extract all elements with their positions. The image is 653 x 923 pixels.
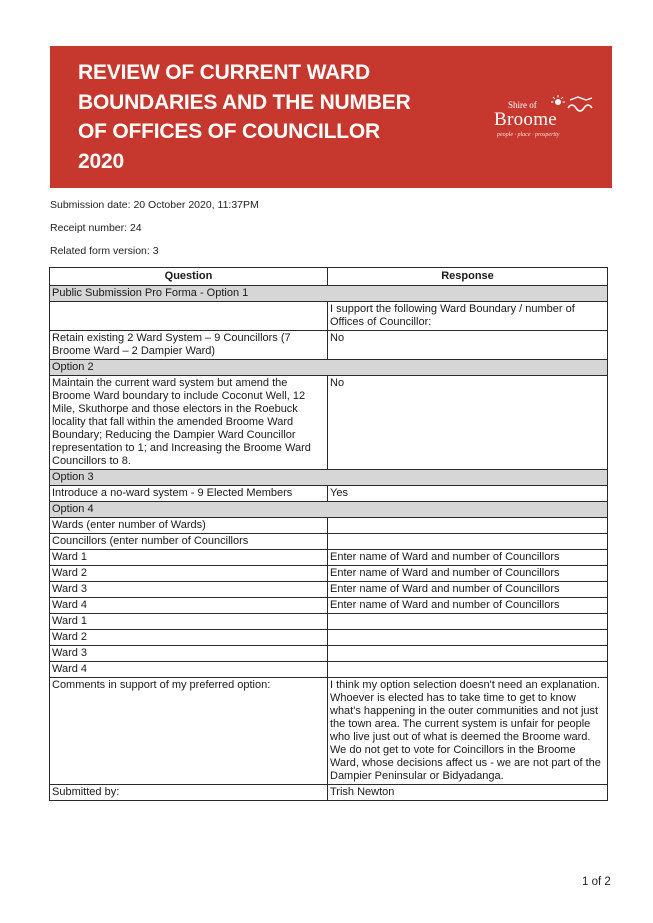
table-row bbox=[50, 678, 608, 785]
table-row bbox=[50, 582, 608, 598]
logo-name-text: Broome bbox=[494, 109, 558, 130]
shire-of-broome-logo bbox=[494, 92, 599, 144]
section-row bbox=[50, 360, 608, 376]
response-cell bbox=[328, 630, 608, 646]
table-row bbox=[50, 566, 608, 582]
response-cell: No bbox=[328, 376, 608, 470]
response-cell bbox=[328, 518, 608, 534]
question-cell: Comments in support of my preferred option: bbox=[50, 678, 328, 785]
question-cell: Ward 4 bbox=[50, 598, 328, 614]
title-line: OF OFFICES OF COUNCILLOR bbox=[78, 120, 381, 143]
logo-shire-text: Shire of bbox=[508, 100, 537, 110]
title-line: REVIEW OF CURRENT WARD bbox=[78, 61, 370, 84]
title-line: 2020 bbox=[78, 149, 124, 173]
section-label: Option 4 bbox=[50, 502, 608, 518]
receipt-number: Receipt number: 24 bbox=[50, 222, 142, 234]
response-cell bbox=[328, 662, 608, 678]
table-row bbox=[50, 598, 608, 614]
table-row bbox=[50, 518, 608, 534]
response-cell: Enter name of Ward and number of Councillors bbox=[328, 598, 608, 614]
response-cell: Trish Newton bbox=[328, 785, 608, 801]
table-row bbox=[50, 785, 608, 801]
table-header-row bbox=[50, 268, 608, 286]
question-cell: Ward 1 bbox=[50, 550, 328, 566]
table-row bbox=[50, 486, 608, 502]
question-cell: Ward 2 bbox=[50, 566, 328, 582]
section-row bbox=[50, 470, 608, 486]
section-label: Public Submission Pro Forma - Option 1 bbox=[50, 286, 608, 302]
table-row bbox=[50, 376, 608, 470]
question-cell bbox=[50, 302, 328, 331]
response-column-header: Response bbox=[328, 268, 608, 286]
title-banner bbox=[50, 46, 612, 188]
table-row bbox=[50, 662, 608, 678]
submission-date: Submission date: 20 October 2020, 11:37PM bbox=[50, 199, 259, 211]
table-row bbox=[50, 614, 608, 630]
response-cell bbox=[328, 614, 608, 630]
response-cell: Yes bbox=[328, 486, 608, 502]
table-row bbox=[50, 331, 608, 360]
response-cell: I think my option selection doesn't need an explanation. Whoever is elected has to take time to get to know what's happening in the outer communities and not just the town area. The current system is unfair for people who live just out of what is deemed the Broome ward. We do not get to vote for Coincillors in the Broome Ward, whose decisions affect us - we are not part of the Dampier Peninsular or Bidyadanga. bbox=[328, 678, 608, 785]
response-cell bbox=[328, 534, 608, 550]
response-cell: Enter name of Ward and number of Councillors bbox=[328, 582, 608, 598]
table-row bbox=[50, 302, 608, 331]
section-row bbox=[50, 286, 608, 302]
question-cell: Councillors (enter number of Councillors bbox=[50, 534, 328, 550]
response-cell: No bbox=[328, 331, 608, 360]
table-row bbox=[50, 630, 608, 646]
table-row bbox=[50, 646, 608, 662]
document-title bbox=[78, 58, 498, 176]
table-row bbox=[50, 550, 608, 566]
page-number: 1 of 2 bbox=[582, 876, 611, 888]
response-cell: Enter name of Ward and number of Councillors bbox=[328, 566, 608, 582]
question-cell: Ward 1 bbox=[50, 614, 328, 630]
response-cell bbox=[328, 646, 608, 662]
logo-tagline: people · place · prosperity bbox=[497, 132, 560, 138]
response-cell: I support the following Ward Boundary / number of Offices of Councillor: bbox=[328, 302, 608, 331]
question-cell: Submitted by: bbox=[50, 785, 328, 801]
question-cell: Introduce a no-ward system - 9 Elected Members bbox=[50, 486, 328, 502]
question-cell: Ward 2 bbox=[50, 630, 328, 646]
question-cell: Ward 3 bbox=[50, 582, 328, 598]
question-column-header: Question bbox=[50, 268, 328, 286]
question-cell: Maintain the current ward system but amend the Broome Ward boundary to include Coconut Well, 12 Mile, Skuthorpe and those electors in the Roebuck locality that fall within the amended Broome Ward Boundary; Reducing the Dampier Ward Councillor representation to 1; and Increasing the Broome Ward Councillors to 8. bbox=[50, 376, 328, 470]
title-line: BOUNDARIES AND THE NUMBER bbox=[78, 90, 411, 114]
form-version: Related form version: 3 bbox=[50, 245, 159, 257]
section-row bbox=[50, 502, 608, 518]
question-cell: Ward 4 bbox=[50, 662, 328, 678]
response-cell: Enter name of Ward and number of Councillors bbox=[328, 550, 608, 566]
table-row bbox=[50, 534, 608, 550]
submission-table bbox=[49, 267, 608, 801]
question-cell: Ward 3 bbox=[50, 646, 328, 662]
question-cell: Wards (enter number of Wards) bbox=[50, 518, 328, 534]
section-label: Option 2 bbox=[50, 360, 608, 376]
section-label: Option 3 bbox=[50, 470, 608, 486]
question-cell: Retain existing 2 Ward System – 9 Councillors (7 Broome Ward – 2 Dampier Ward) bbox=[50, 331, 328, 360]
